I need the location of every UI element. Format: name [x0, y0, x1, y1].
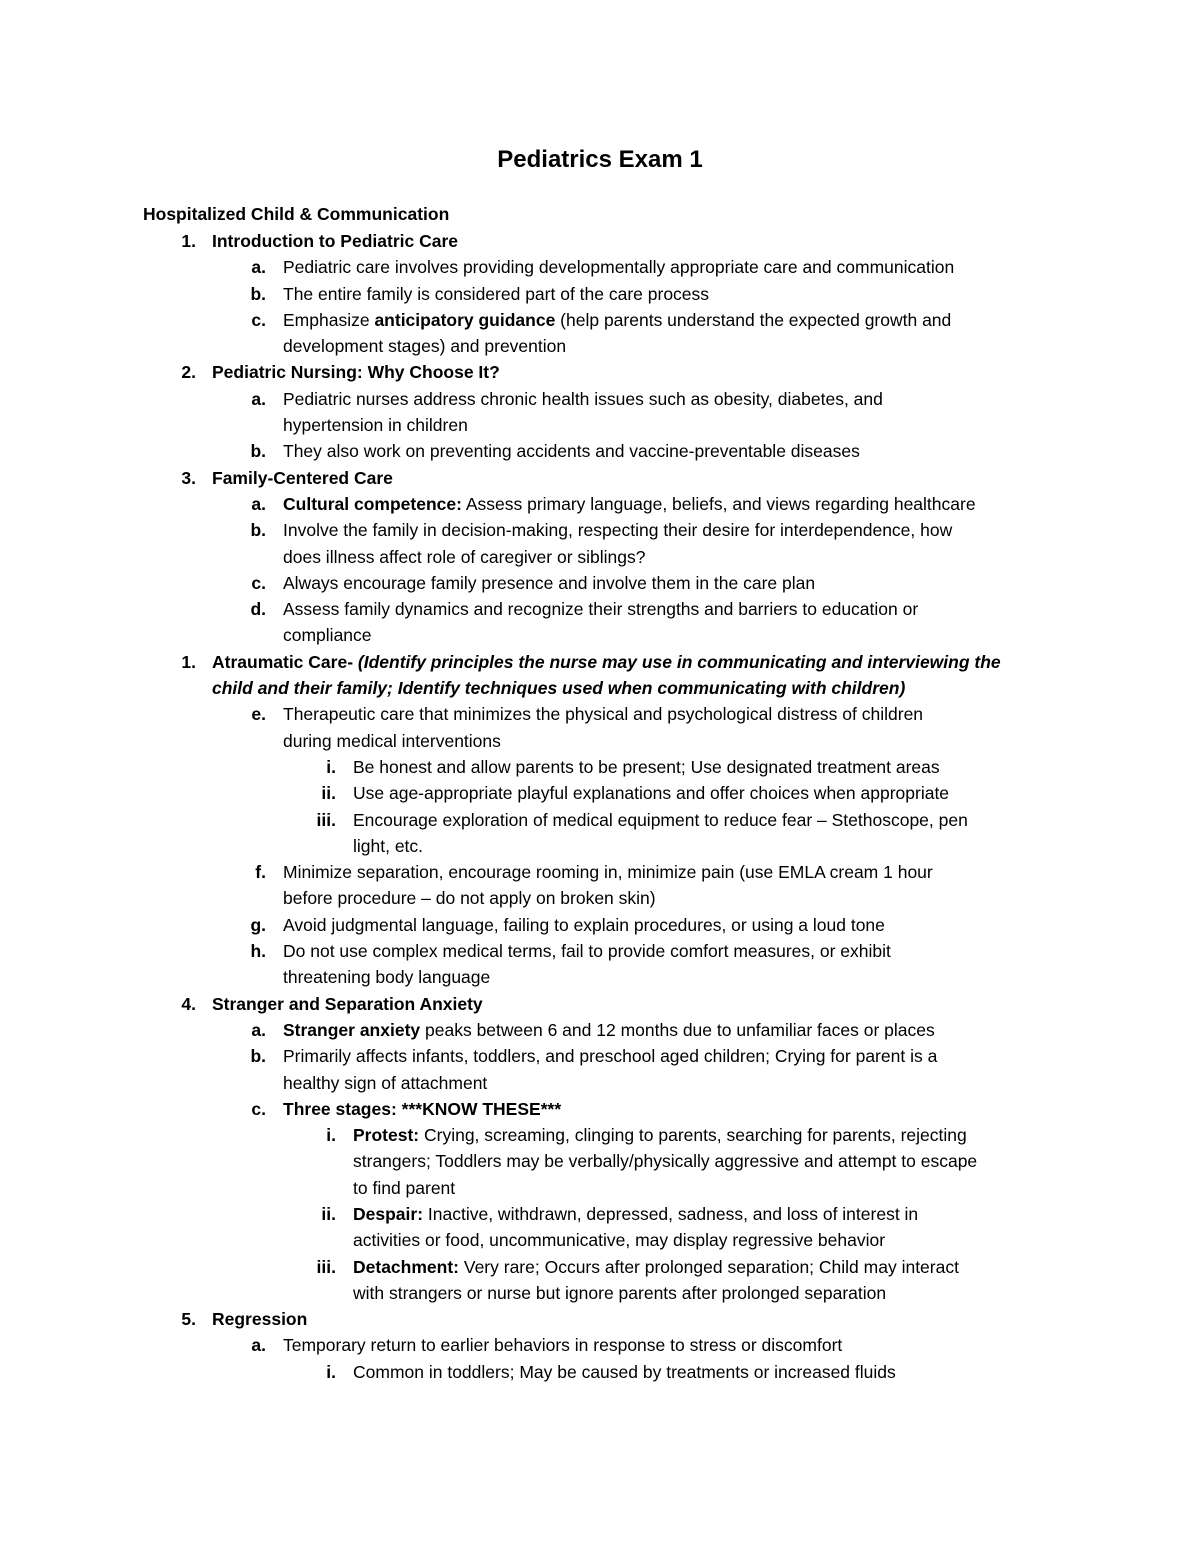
list-marker: iii.	[316, 809, 336, 830]
text-line: healthy sign of attachment	[283, 1072, 488, 1093]
list-item	[0, 596, 1200, 649]
list-item-text	[283, 491, 1200, 517]
list-item-text	[212, 649, 1200, 702]
list-item	[0, 912, 1200, 938]
list-item	[0, 570, 1200, 596]
list-item	[0, 254, 1200, 280]
list-marker: 1.	[181, 231, 196, 251]
list-item-text	[353, 1359, 1200, 1385]
list-item	[0, 649, 1200, 702]
list-marker: 1.	[181, 651, 196, 672]
list-marker: i.	[326, 1361, 336, 1382]
text-line: development stages) and prevention	[283, 336, 567, 357]
list-item	[0, 1306, 1200, 1332]
text-line: Use age-appropriate playful explanations and offer choices when appropriate	[353, 783, 950, 804]
list-marker: e.	[251, 704, 266, 725]
list-item-text	[283, 438, 1200, 464]
list-item-text	[353, 754, 1200, 780]
list-item	[0, 386, 1200, 439]
list-item	[0, 991, 1200, 1017]
text-line: Common in toddlers; May be caused by treatments or increased fluids	[353, 1361, 896, 1382]
list-item-text	[353, 1254, 1200, 1307]
list-marker: c.	[251, 1098, 266, 1119]
text-line: Emphasize anticipatory guidance (help parents understand the expected growth and	[283, 309, 952, 330]
text-line: Protest: Crying, screaming, clinging to parents, searching for parents, rejecting	[353, 1125, 967, 1146]
list-item	[0, 438, 1200, 464]
text-line: activities or food, uncommunicative, may display regressive behavior	[353, 1230, 886, 1251]
list-item	[0, 754, 1200, 780]
text-line: Three stages: ***KNOW THESE***	[283, 1098, 562, 1119]
text-line: during medical interventions	[283, 730, 501, 751]
list-marker: b.	[250, 283, 266, 304]
list-marker: h.	[250, 941, 266, 962]
list-marker: d.	[250, 599, 266, 620]
text-line: Pediatric nurses address chronic health issues such as obesity, diabetes, and	[283, 388, 883, 409]
text-line: threatening body language	[283, 967, 491, 988]
list-item	[0, 281, 1200, 307]
list-item	[0, 228, 1200, 254]
list-item-text	[212, 228, 1200, 254]
text-line: Atraumatic Care- (Identify principles the nurse may use in communicating and interviewing the	[212, 651, 1001, 672]
list-item-text	[353, 780, 1200, 806]
list-item	[0, 517, 1200, 570]
text-line: Despair: Inactive, withdrawn, depressed, sadness, and loss of interest in	[353, 1203, 919, 1224]
outline-list	[0, 228, 1200, 1385]
list-marker: a.	[251, 1019, 266, 1040]
text-line: Always encourage family presence and involve them in the care plan	[283, 572, 816, 593]
list-item-text	[353, 1201, 1200, 1254]
list-marker: b.	[250, 1046, 266, 1067]
list-item	[0, 1332, 1200, 1358]
text-line: hypertension in children	[283, 415, 468, 436]
list-item	[0, 1122, 1200, 1201]
list-item-text	[283, 517, 1200, 570]
text-line: Introduction to Pediatric Care	[212, 231, 458, 251]
text-line: Avoid judgmental language, failing to explain procedures, or using a loud tone	[283, 914, 885, 935]
list-marker: i.	[326, 756, 336, 777]
list-marker: g.	[250, 914, 266, 935]
list-item-text	[212, 1306, 1200, 1332]
text-line: Do not use complex medical terms, fail to provide comfort measures, or exhibit	[283, 941, 891, 962]
list-marker: a.	[251, 1335, 266, 1356]
list-item	[0, 938, 1200, 991]
text-line: Primarily affects infants, toddlers, and preschool aged children; Crying for parent is a	[283, 1046, 938, 1067]
list-marker: c.	[251, 309, 266, 330]
list-item-text	[283, 859, 1200, 912]
text-line: to find parent	[353, 1177, 456, 1198]
list-item-text	[283, 1332, 1200, 1358]
list-item	[0, 1201, 1200, 1254]
text-line: They also work on preventing accidents and vaccine-preventable diseases	[283, 441, 860, 462]
list-marker: 4.	[181, 993, 196, 1014]
list-item	[0, 859, 1200, 912]
list-item-text	[283, 307, 1200, 360]
text-line: Regression	[212, 1309, 308, 1330]
text-line: strangers; Toddlers may be verbally/physically aggressive and attempt to escape	[353, 1151, 978, 1172]
text-line: Stranger and Separation Anxiety	[212, 993, 483, 1014]
list-marker: f.	[255, 862, 266, 883]
text-line: Detachment: Very rare; Occurs after prolonged separation; Child may interact	[353, 1256, 959, 1277]
list-item	[0, 1359, 1200, 1385]
list-item	[0, 491, 1200, 517]
list-item-text	[283, 596, 1200, 649]
list-item	[0, 780, 1200, 806]
text-line: before procedure – do not apply on broken skin)	[283, 888, 656, 909]
list-item	[0, 1043, 1200, 1096]
text-line: Encourage exploration of medical equipment to reduce fear – Stethoscope, pen	[353, 809, 968, 830]
list-item-text	[283, 1017, 1200, 1043]
list-item-text	[212, 465, 1200, 491]
list-item-text	[353, 807, 1200, 860]
text-line: Cultural competence: Assess primary language, beliefs, and views regarding healthcare	[283, 493, 976, 514]
text-line: does illness affect role of caregiver or siblings?	[283, 546, 646, 567]
text-line: compliance	[283, 625, 372, 646]
list-item	[0, 465, 1200, 491]
list-item	[0, 1096, 1200, 1122]
list-marker: ii.	[321, 1203, 336, 1224]
list-item-text	[283, 1096, 1200, 1122]
text-line: Be honest and allow parents to be present; Use designated treatment areas	[353, 756, 940, 777]
list-marker: iii.	[316, 1256, 336, 1277]
list-item	[0, 359, 1200, 385]
list-item	[0, 307, 1200, 360]
text-line: light, etc.	[353, 835, 424, 856]
list-item-text	[283, 1043, 1200, 1096]
text-line: Therapeutic care that minimizes the physical and psychological distress of children	[283, 704, 924, 725]
list-marker: i.	[326, 1125, 336, 1146]
page-title: Pediatrics Exam 1	[497, 146, 703, 173]
list-item-text	[283, 386, 1200, 439]
list-item	[0, 1254, 1200, 1307]
list-item-text	[212, 359, 1200, 385]
text-line: Assess family dynamics and recognize their strengths and barriers to education or	[283, 599, 919, 620]
text-line: Family-Centered Care	[212, 467, 393, 488]
list-item-text	[283, 701, 1200, 754]
text-line: Stranger anxiety peaks between 6 and 12 months due to unfamiliar faces or places	[283, 1019, 935, 1040]
list-item	[0, 807, 1200, 860]
list-item-text	[283, 570, 1200, 596]
list-item	[0, 1017, 1200, 1043]
list-marker: 2.	[181, 362, 196, 383]
text-line: The entire family is considered part of the care process	[283, 283, 710, 304]
list-item-text	[283, 254, 1200, 280]
list-item	[0, 701, 1200, 754]
text-line: Pediatric Nursing: Why Choose It?	[212, 362, 500, 383]
list-marker: 5.	[181, 1309, 196, 1330]
section-heading: Hospitalized Child & Communication	[143, 204, 450, 224]
list-item-text	[212, 991, 1200, 1017]
list-marker: b.	[250, 441, 266, 462]
list-marker: b.	[250, 520, 266, 541]
text-line: child and their family; Identify techniques used when communicating with children)	[212, 678, 906, 699]
list-marker: a.	[251, 388, 266, 409]
text-line: with strangers or nurse but ignore parents after prolonged separation	[353, 1282, 887, 1303]
list-marker: a.	[251, 493, 266, 514]
list-marker: ii.	[321, 783, 336, 804]
text-line: Involve the family in decision-making, respecting their desire for interdependence, how	[283, 520, 953, 541]
list-marker: 3.	[181, 467, 196, 488]
text-line: Minimize separation, encourage rooming in, minimize pain (use EMLA cream 1 hour	[283, 862, 933, 883]
list-marker: c.	[251, 572, 266, 593]
list-item-text	[283, 938, 1200, 991]
text-line: Temporary return to earlier behaviors in response to stress or discomfort	[283, 1335, 843, 1356]
list-item-text	[283, 281, 1200, 307]
list-item-text	[283, 912, 1200, 938]
list-item-text	[353, 1122, 1200, 1201]
list-marker: a.	[251, 257, 266, 278]
text-line: Pediatric care involves providing developmentally appropriate care and communication	[283, 257, 955, 278]
